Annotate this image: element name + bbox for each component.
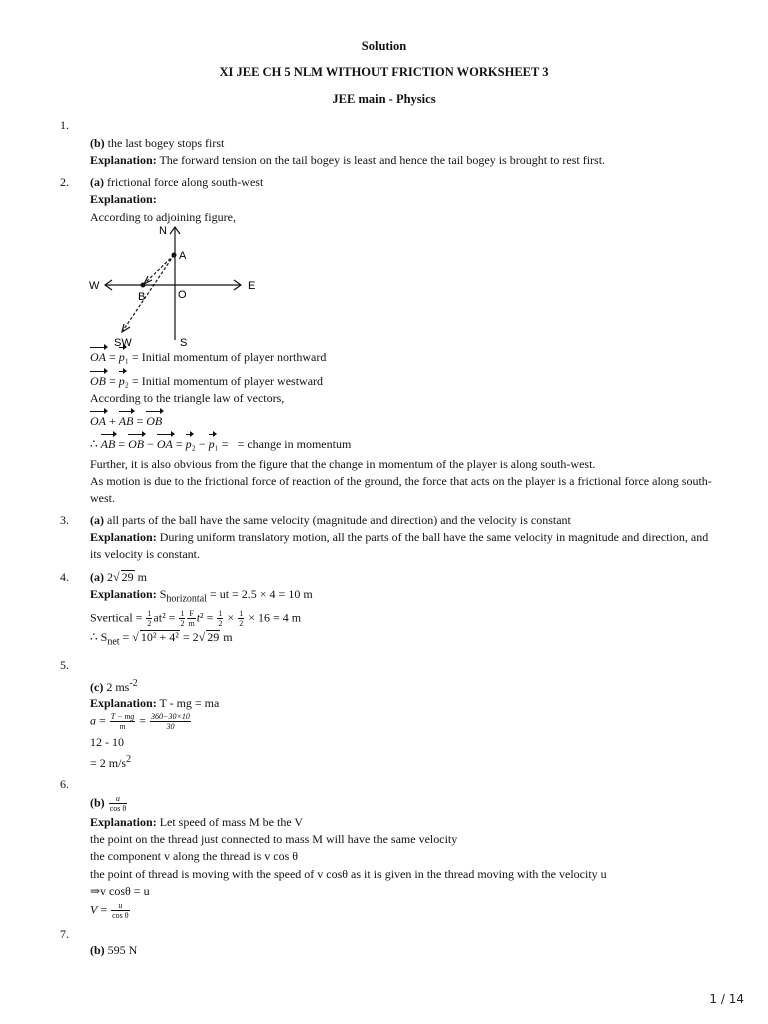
origin-label: O xyxy=(178,289,187,301)
sw-dashed-line xyxy=(122,255,174,332)
question-number: 3. xyxy=(60,513,69,527)
southwest-label: SW xyxy=(114,337,132,349)
q6-line: the point of thread is moving with the speed of v cosθ as it is given in the thread moving with the velocity u xyxy=(90,867,607,881)
west-label: W xyxy=(89,280,100,292)
q1-explanation xyxy=(90,153,605,168)
point-a xyxy=(172,253,177,258)
equation-oa: OA = p₁ = Initial momentum of player northward xyxy=(90,350,327,364)
answer-text: the last bogey stops first xyxy=(104,136,225,150)
q6-line: the point on the thread just connected to mass M will have the same velocity xyxy=(90,832,458,846)
q7-answer: (b) 595 N xyxy=(90,943,138,957)
q3-answer xyxy=(90,513,571,528)
answer-text: all parts of the ball have the same velocity (magnitude and direction) and the velocity is constant xyxy=(104,513,571,527)
q6-line: ⇒v cosθ = u xyxy=(90,884,150,898)
question-number: 5. xyxy=(60,658,69,672)
q4-vertical: Svertical = $\frac{1}{2}$ at² = $\frac{1}{2}$ $\frac{F}{m}$ t² = $\frac{1}{2}$ × $\frac{1}{2}$ × 16 = 4 m xyxy=(90,609,302,628)
answer-text: frictional force along south-west xyxy=(104,175,264,189)
q2-line: Further, it is also obvious from the figure that the change in momentum of the player is along south-west. xyxy=(90,457,596,471)
q5-answer: (c) 2 $ms^{-2}$ xyxy=(90,678,138,694)
q5-line: = 2 $m/s^2$ xyxy=(90,754,132,770)
q5-explanation: Explanation: T - mg = ma xyxy=(90,696,220,710)
question-number: 6. xyxy=(60,777,69,791)
question-number: 2. xyxy=(60,175,69,189)
explanation-label: Explanation: xyxy=(90,153,157,167)
equation-triangle-law: OA + AB = OB xyxy=(90,414,163,428)
explanation-label: Explanation: xyxy=(90,192,157,206)
answer-option: (b) xyxy=(90,136,105,150)
point-a-label: A xyxy=(179,250,187,262)
explanation-text: The forward tension on the tail bogey is least and hence the tail bogey is brought to rest first. xyxy=(156,153,606,167)
q5-line: 12 - 10 xyxy=(90,735,124,749)
q6-explanation: Explanation: Let speed of mass M be the V xyxy=(90,815,304,829)
q4-answer: (a) 2√ 29 m xyxy=(90,570,147,584)
vector-diagram xyxy=(86,222,276,350)
doc-course: JEE main - Physics xyxy=(332,92,436,106)
north-label: N xyxy=(159,225,167,237)
q4-explanation: Explanation: $S_{horizontal}$ = ut = 2.5 × 4 = 10 m xyxy=(90,587,313,605)
doc-subtitle: XI JEE CH 5 NLM WITHOUT FRICTION WORKSHEET 3 xyxy=(219,65,549,79)
doc-title: Solution xyxy=(361,39,407,53)
q2-line: According to the triangle law of vectors, xyxy=(90,391,285,405)
q4-net: ∴ $S_{net}$ = √ 10² + 4² = 2√ 29 m xyxy=(90,630,233,648)
q6-answer: (b) $\frac{u}{\text{cos θ}}$ xyxy=(90,794,127,813)
q5-fraction: a = $\frac{T - mg}{m}$ = $\frac{360-30\times 10}{30}$ xyxy=(90,712,190,731)
south-label: S xyxy=(180,337,188,349)
q2-line: According to adjoining figure, xyxy=(90,210,236,224)
q1-answer xyxy=(90,136,224,151)
ab-dashed-line xyxy=(144,255,174,284)
equation-ob: OB = p₂ = Initial momentum of player westward xyxy=(90,374,324,388)
east-label: E xyxy=(248,280,256,292)
q6-final: V = $\frac{u}{\text{cos θ}}$ xyxy=(90,901,129,920)
point-b-label: B xyxy=(138,291,146,303)
question-number: 7. xyxy=(60,927,69,941)
question-number: 1. xyxy=(60,118,69,132)
q6-line: the component v along the thread is v cos θ xyxy=(90,849,299,863)
question-number: 4. xyxy=(60,570,69,584)
answer-option: (a) xyxy=(90,513,104,527)
q3-explanation: Explanation: During uniform translatory motion, all the parts of the ball have the same velocity in magnitude and direction, and its velocity is constant. xyxy=(90,530,709,561)
equation-change: ∴ AB = OB − OA = p₂ − p₁ = = change in momentum xyxy=(90,437,352,451)
q2-answer xyxy=(90,175,263,190)
q2-line: As motion is due to the frictional force of reaction of the ground, the force that acts on the player is a frictional force along south-west. xyxy=(90,474,712,505)
point-b xyxy=(141,283,146,288)
page-indicator: 1 / 14 xyxy=(709,992,744,1006)
answer-option: (a) xyxy=(90,175,104,189)
